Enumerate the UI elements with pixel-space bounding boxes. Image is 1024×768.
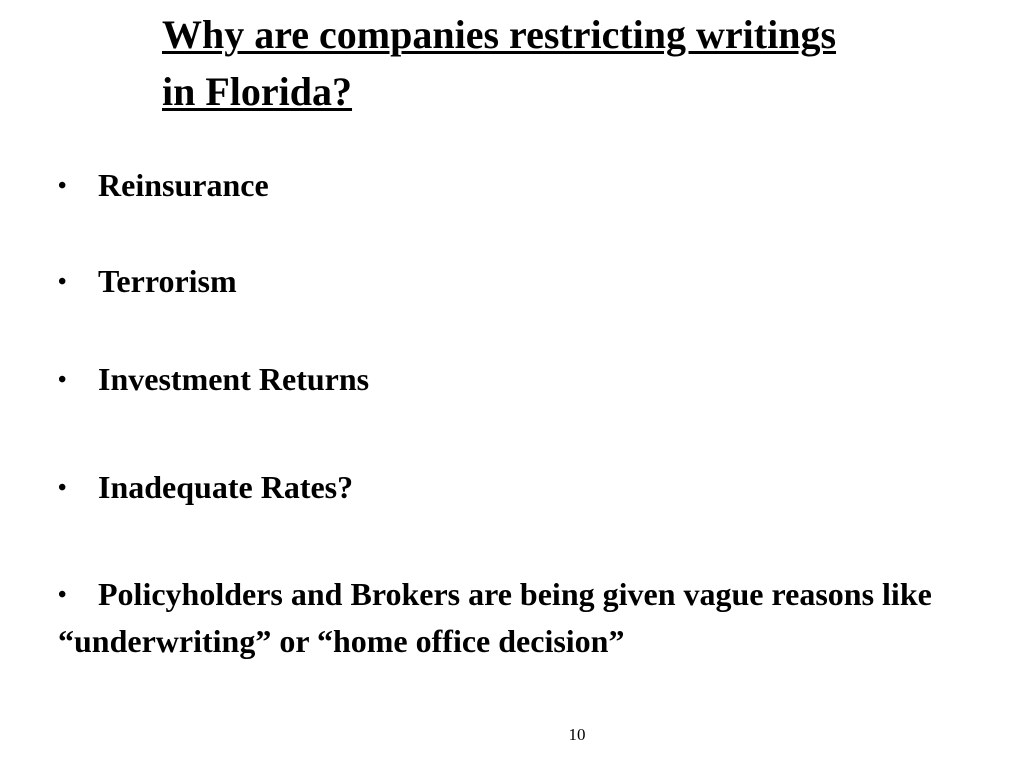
bullet-text: Investment Returns bbox=[98, 361, 370, 397]
bullet-dot: • bbox=[58, 367, 67, 393]
bullet-dot: • bbox=[58, 582, 67, 608]
bullet-text: Inadequate Rates? bbox=[98, 469, 354, 505]
bullet-dot: • bbox=[58, 475, 67, 501]
bullet-item bbox=[58, 162, 269, 209]
bullet-item bbox=[58, 464, 353, 511]
slide-title: Why are companies restricting writings in Florida? bbox=[162, 12, 837, 114]
bullet-text: Terrorism bbox=[98, 263, 237, 299]
bullet-dot: • bbox=[58, 173, 67, 199]
bullet-item bbox=[58, 571, 988, 664]
bullet-item bbox=[58, 258, 237, 305]
page-number: 10 bbox=[568, 725, 586, 744]
bullet-text: Reinsurance bbox=[98, 167, 269, 203]
bullet-dot: • bbox=[58, 269, 67, 295]
bullet-text: Policyholders and Brokers are being given vague reasons like “underwriting” or “home office decision” bbox=[58, 576, 932, 659]
bullet-item bbox=[58, 356, 369, 403]
